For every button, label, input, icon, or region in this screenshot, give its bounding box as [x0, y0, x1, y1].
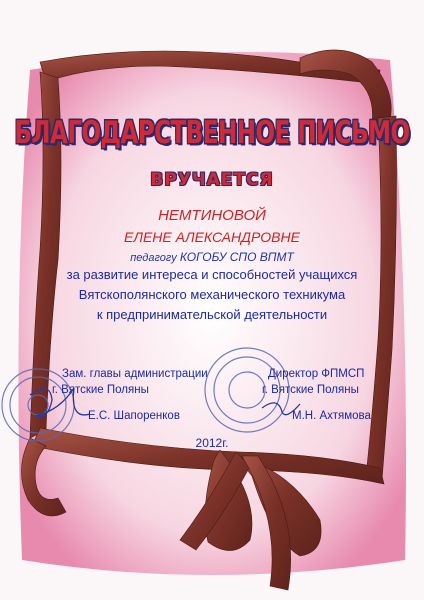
certificate-subtitle: ВРУЧАЕТСЯ — [150, 170, 274, 190]
recipient-position — [0, 250, 424, 264]
right-signatory-title: Директор ФПМСП — [268, 368, 365, 380]
right-signatory-city: г. Вятские Поляны — [262, 384, 359, 396]
left-signatory-name: Е.С. Шапоренков — [88, 410, 180, 422]
issue-year: 2012г. — [195, 436, 229, 450]
recipient-name: ЕЛЕНЕ АЛЕКСАНДРОВНЕ — [124, 229, 300, 245]
body-line-3: к предпринимательской деятельности — [96, 307, 328, 322]
position-prefix: педагогу — [130, 252, 177, 264]
position-organization: КОГОБУ СПО ВПМТ — [179, 250, 294, 264]
body-line-2: Вятскополянского механического техникума — [78, 287, 346, 302]
recipient-surname: НЕМТИНОВОЙ — [158, 207, 266, 224]
right-signatory-name: М.Н. Ахтямова — [292, 410, 371, 422]
left-signatory-city: г. Вятские Поляны — [52, 384, 149, 396]
certificate-title: БЛАГОДАРСТВЕННОЕ ПИСЬМО — [14, 116, 410, 152]
body-line-1: за развитие интереса и способностей учащихся — [66, 267, 358, 282]
left-signatory-title: Зам. главы администрации — [62, 368, 208, 380]
